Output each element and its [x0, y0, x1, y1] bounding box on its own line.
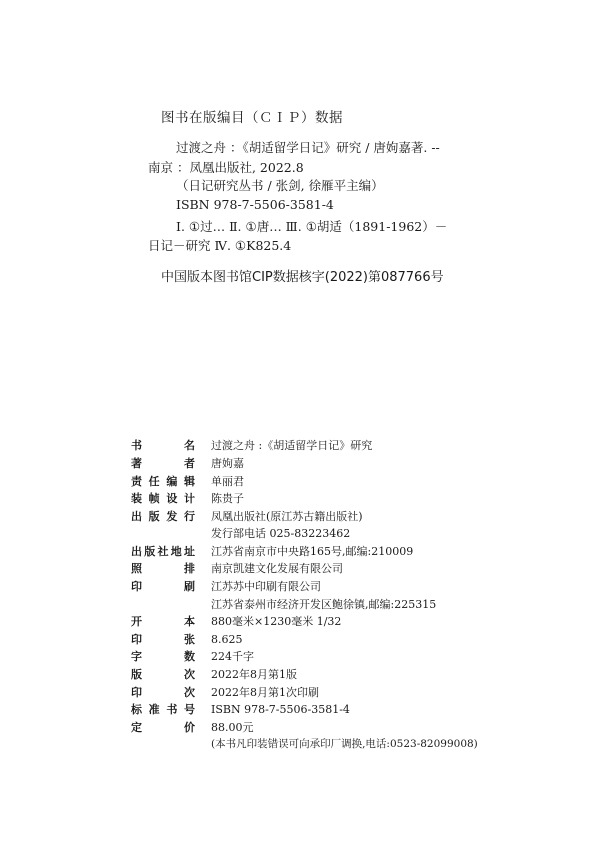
info-value: 陈贵子: [211, 492, 244, 505]
info-label: 字 数: [131, 650, 195, 663]
info-value: 224千字: [211, 650, 254, 663]
info-value: ISBN 978-7-5506-3581-4: [211, 703, 350, 716]
cip-classification-line: Ⅰ. ①过… Ⅱ. ①唐… Ⅲ. ①胡适（1891-1962）－: [176, 219, 448, 234]
info-label: 出 版 社 地 址: [131, 545, 195, 558]
info-label: 版 次: [131, 668, 195, 681]
info-label: 出 版 发 行: [131, 510, 195, 523]
info-value: 880毫米×1230毫米 1/32: [211, 615, 342, 628]
info-value: 唐姁嘉: [211, 457, 244, 470]
info-value: 凤凰出版社(原江苏古籍出版社): [211, 510, 363, 523]
cip-approval-number: 中国版本图书馆CIP数据核字(2022)第087766号: [161, 270, 444, 285]
info-value: 88.00元: [211, 721, 254, 734]
info-value: 发行部电话 025-83223462: [211, 527, 351, 540]
info-value: 2022年8月第1次印刷: [211, 686, 319, 699]
info-label: 标 准 书 号: [131, 703, 195, 716]
info-value: 江苏苏中印刷有限公司: [211, 580, 321, 593]
info-label: 印 刷: [131, 580, 195, 593]
info-label: 开 本: [131, 615, 195, 628]
info-value: 2022年8月第1版: [211, 668, 297, 681]
info-value: 过渡之舟 :《胡适留学日记》研究: [211, 439, 373, 452]
info-label: 著 者: [131, 457, 195, 470]
info-value: 南京凯建文化发展有限公司: [211, 562, 343, 575]
info-value: 江苏省泰州市经济开发区鲍徐镇,邮编:225315: [211, 598, 437, 611]
info-label: 责 任 编 辑: [131, 475, 195, 488]
info-label: 装 帧 设 计: [131, 492, 195, 505]
cip-classification-line-cont: 日记－研究 Ⅳ. ①K825.4: [148, 238, 292, 253]
cip-publisher-line: 南京 ：凤凰出版社, 2022.8: [148, 160, 304, 175]
info-label: 定 价: [131, 721, 195, 734]
print-error-note: (本书凡印装错误可向承印厂调换,电话:0523-82099008): [211, 738, 478, 750]
info-value: 单丽君: [211, 475, 244, 488]
info-value: 江苏省南京市中央路165号,邮编:210009: [211, 545, 414, 558]
cip-isbn-line: ISBN 978-7-5506-3581-4: [176, 197, 334, 212]
info-label: 照 排: [131, 562, 195, 575]
cip-series-line: （日记研究丛书 / 张剑, 徐雁平主编）: [176, 178, 384, 193]
info-label: 印 张: [131, 633, 195, 646]
info-label: 印 次: [131, 686, 195, 699]
cip-heading: 图书在版编目（ＣＩＰ）数据: [161, 110, 343, 126]
cip-title-line: 过渡之舟 ：《胡适留学日记》研究 / 唐姁嘉著. --: [176, 140, 440, 155]
info-label: 书 名: [131, 439, 195, 452]
info-value: 8.625: [211, 633, 243, 646]
